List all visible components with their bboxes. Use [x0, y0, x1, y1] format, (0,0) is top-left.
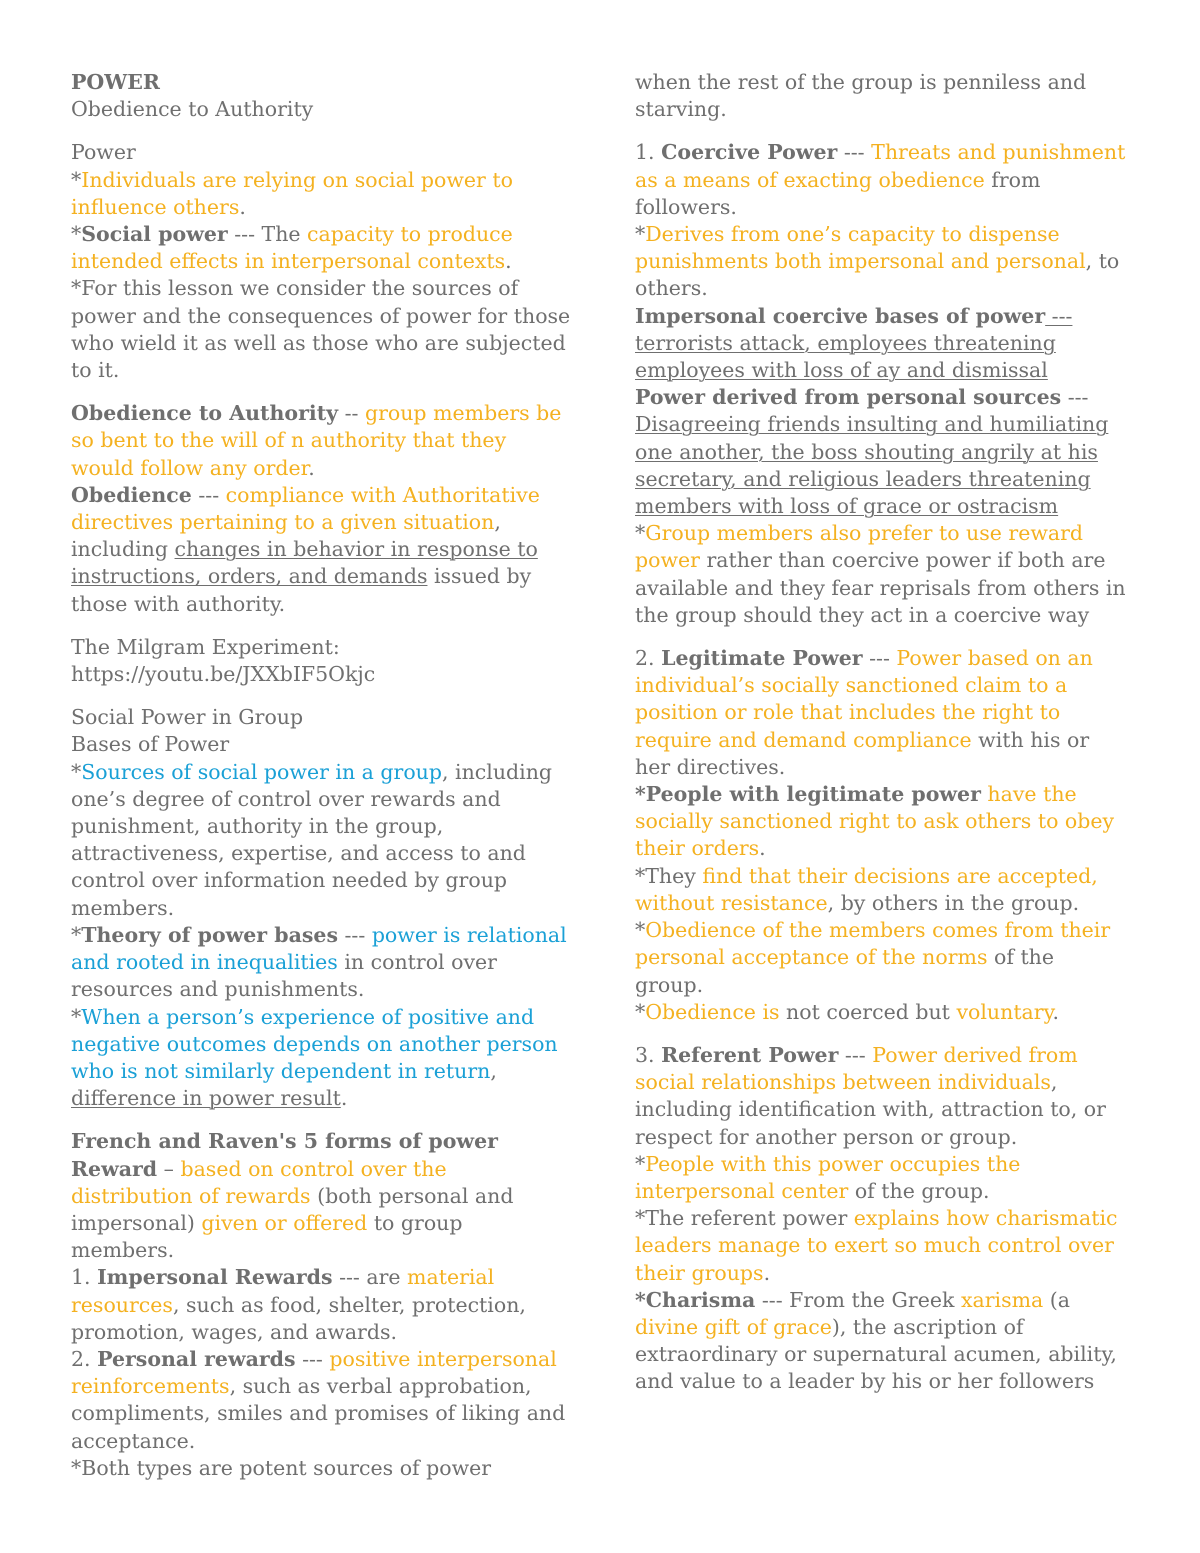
power-heading: Power	[71, 140, 136, 165]
personal-sources-paragraph: Power derived from personal sources --- Disagreeing friends insulting and humiliating one another, the boss shouting angrily at his secretary, and religious leaders threatening members with loss of grace or ostracism	[635, 385, 1109, 519]
left-column	[71, 69, 571, 1482]
members-obedience-paragraph: *Obedience of the members comes from their personal acceptance of the norms of the group.	[635, 918, 1111, 997]
reward-paragraph: Reward – based on control over the distribution of rewards (both personal and impersonal) given or offered to group members.	[71, 1156, 514, 1263]
referent-power-item: 3. Referent Power --- Power derived from social relationships between individuals, including identification with, attraction to, or respect for another person or group.	[635, 1042, 1106, 1149]
group-prefer-paragraph: *Group members also prefer to use reward power rather than coercive power if both are available and they fear reprisals from others in the group should they act in a coercive way	[635, 521, 1126, 627]
power-point-1: *Individuals are relying on social power to influence others.	[71, 167, 513, 219]
impersonal-rewards-item: 1. Impersonal Rewards --- are material resources, such as food, shelter, protection, promotion, wages, and awards.	[71, 1265, 526, 1344]
interpersonal-center-paragraph: *People with this power occupies the interpersonal center of the group.	[635, 1151, 1021, 1203]
impersonal-coercive-paragraph: Impersonal coercive bases of power --- terrorists attack, employees threatening employees with loss of ay and dismissal	[635, 303, 1073, 383]
continued-text: when the rest of the group is penniless and starving.	[635, 70, 1087, 122]
power-point-2: *Social power --- The capacity to produce intended effects in interpersonal contexts.	[71, 222, 513, 274]
voluntary-paragraph: *Obedience is not coerced but voluntary.	[635, 999, 1059, 1024]
derives-paragraph: *Derives from one’s capacity to dispense punishments both impersonal and personal, to others.	[635, 222, 1120, 301]
right-column	[635, 69, 1127, 1396]
milgram-link[interactable]: https://youtu.be/JXXbIF5Okjc	[71, 662, 376, 687]
legitimate-power-item: 2. Legitimate Power --- Power based on an individual’s socially sanctioned claim to a position or role that includes the right to require and demand compliance with his or her directives.	[635, 646, 1093, 779]
doc-subtitle: Obedience to Authority	[71, 97, 314, 122]
bases-of-power-heading: Bases of Power	[71, 732, 230, 757]
dependence-paragraph: *When a person’s experience of positive and negative outcomes depends on another person who is not similarly dependent in return, difference in power result.	[71, 1004, 558, 1111]
obedience-authority-def: Obedience to Authority -- group members be so bent to the will of n authority that they would follow any order.	[71, 401, 562, 480]
doc-title: POWER	[71, 70, 160, 94]
personal-rewards-item: 2. Personal rewards --- positive interpersonal reinforcements, such as verbal approbation, compliments, smiles and promises of liking and acceptance.	[71, 1346, 566, 1453]
power-point-3: *For this lesson we consider the sources of power and the consequences of power for those who wield it as well as those who are subjected to it.	[71, 276, 571, 383]
obedience-def: Obedience --- compliance with Authoritative directives pertaining to a given situation, including changes in behavior in response to instructions, orders, and demands issued by those with authority.	[71, 482, 540, 616]
legitimate-people-paragraph: *People with legitimate power have the socially sanctioned right to ask others to obey their orders.	[635, 782, 1115, 861]
theory-paragraph: *Theory of power bases --- power is relational and rooted in inequalities in control over resources and punishments.	[71, 922, 567, 1002]
charisma-paragraph: *Charisma --- From the Greek xarisma (a divine gift of grace), the ascription of extraordinary or supernatural acumen, ability, and value to a leader by his or her followers	[635, 1287, 1117, 1394]
decisions-paragraph: *They find that their decisions are accepted, without resistance, by others in the group.	[635, 863, 1098, 915]
social-power-group-heading: Social Power in Group	[71, 705, 304, 730]
coercive-power-item: 1. Coercive Power --- Threats and punishment as a means of exacting obedience from followers.	[635, 140, 1126, 219]
milgram-label: The Milgram Experiment:	[71, 634, 340, 659]
both-types-paragraph: *Both types are potent sources of power	[71, 1455, 492, 1480]
french-raven-heading: French and Raven's 5 forms of power	[71, 1129, 498, 1154]
sources-paragraph: *Sources of social power in a group, including one’s degree of control over rewards and punishment, authority in the group, attractiveness, expertise, and access to and control over information needed by group members.	[71, 759, 553, 920]
charismatic-paragraph: *The referent power explains how charismatic leaders manage to exert so much control over their groups.	[635, 1206, 1118, 1285]
